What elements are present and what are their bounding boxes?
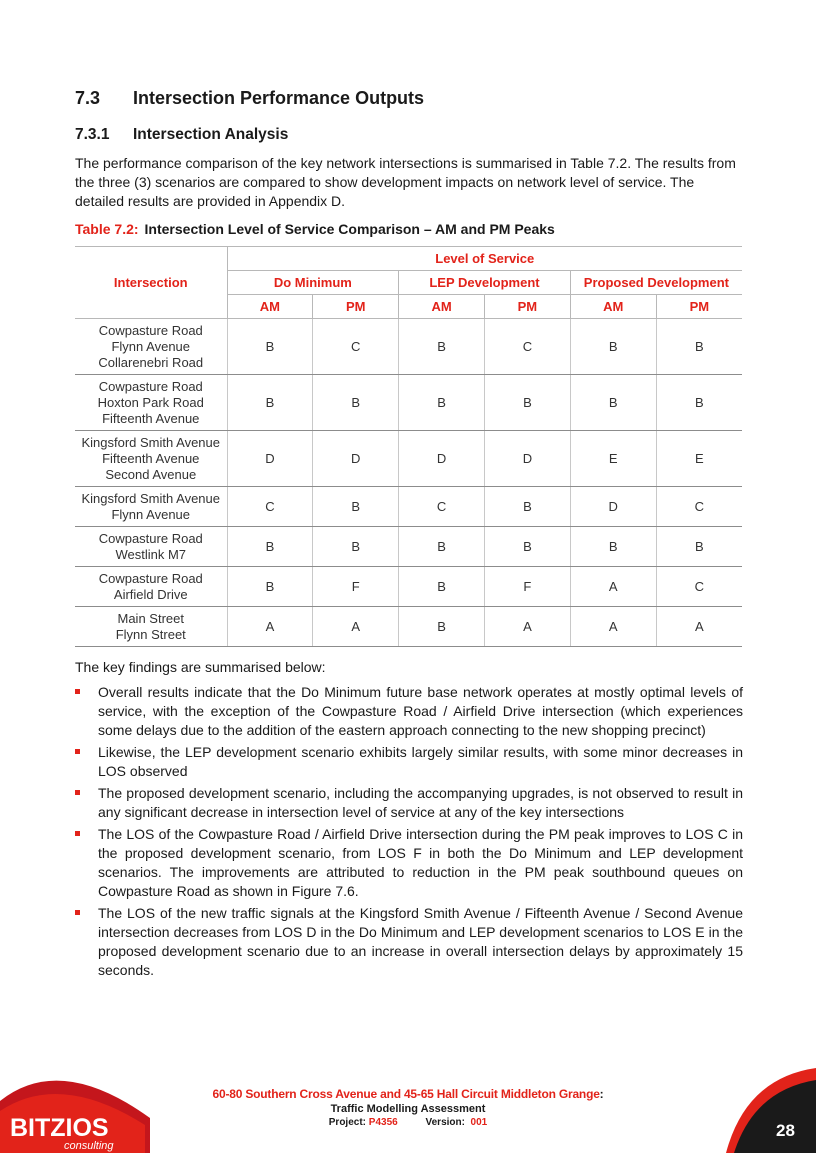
los-value: C [399,487,485,527]
los-value: D [570,487,656,527]
intersection-road: Airfield Drive [113,586,188,602]
intersection-name [75,319,227,375]
logo-subtext: consulting [64,1140,114,1152]
los-value: A [656,607,742,647]
intersection-road: Second Avenue [105,466,197,482]
section-title: Intersection Performance Outputs [133,88,425,108]
footer-project-title: 60-80 Southern Cross Avenue and 45-65 Hall Circuit Middleton Grange: [212,1087,604,1101]
los-value: B [227,319,313,375]
intersection-name [75,487,227,527]
los-value: B [399,375,485,431]
los-value: B [399,319,485,375]
intro-paragraph: The performance comparison of the key network intersections is summarised in Table 7.2. The results from the three (3) scenarios are compared to show development impacts on network level of service. The detailed results are provided in Appendix D. [75,155,736,209]
los-value: A [570,607,656,647]
footer-project-info: Project: P4356 Version: 001 [328,1117,488,1128]
los-value: D [227,431,313,487]
header-scenario: Proposed Development [570,271,742,295]
table-row [75,431,742,487]
findings-intro: The key findings are summarised below: [75,659,326,675]
intersection-name [75,567,227,607]
los-value: D [313,431,399,487]
los-value: B [570,375,656,431]
los-value: B [656,319,742,375]
subsection-heading [75,126,288,144]
table-caption-label: Table 7.2: [75,221,139,237]
los-table [75,246,742,647]
los-value: B [399,607,485,647]
los-value: B [570,319,656,375]
header-period: AM [570,295,656,319]
finding-text: Likewise, the LEP development scenario exhibits largely similar results, with some minor decreases in LOS observed [98,744,743,779]
los-value: A [484,607,570,647]
bitzios-logo [0,1063,165,1153]
los-value: C [656,487,742,527]
header-period: AM [399,295,485,319]
los-value: F [313,567,399,607]
bullet-square-icon [75,910,80,915]
los-value: E [570,431,656,487]
table-row [75,319,742,375]
header-scenario: Do Minimum [227,271,399,295]
los-value: B [313,527,399,567]
page-number-badge [726,1068,816,1153]
los-value: A [570,567,656,607]
finding-text: Overall results indicate that the Do Minimum future base network operates at mostly optimal levels of service, with the exception of the Cowpasture Road / Airfield Drive intersection (which experiences some delays due to the addition of the eastern approach connecting to the new shopping precinct) [98,684,743,738]
finding-item [75,683,743,740]
bullet-square-icon [75,689,80,694]
finding-item [75,743,743,781]
los-value: B [227,567,313,607]
los-value: A [227,607,313,647]
bullet-square-icon [75,790,80,795]
header-scenario: LEP Development [399,271,571,295]
bullet-square-icon [75,831,80,836]
table-caption [75,221,555,237]
intersection-road: Main Street [117,610,184,626]
los-value: C [227,487,313,527]
table-row [75,567,742,607]
intersection-road: Fifteenth Avenue [102,450,200,466]
intersection-road: Flynn Street [115,626,186,642]
los-value: B [656,527,742,567]
table-row [75,487,742,527]
table-row [75,607,742,647]
los-value: B [484,375,570,431]
finding-item [75,784,743,822]
los-value: B [313,487,399,527]
table-caption-title: Intersection Level of Service Comparison – AM and PM Peaks [144,221,555,237]
intersection-road: Flynn Avenue [111,338,191,354]
intersection-road: Cowpasture Road [98,530,203,546]
intersection-road: Fifteenth Avenue [102,410,200,426]
los-value: B [570,527,656,567]
finding-item [75,904,743,980]
los-value: D [484,431,570,487]
section-heading [75,88,424,109]
finding-text: The LOS of the new traffic signals at the Kingsford Smith Avenue / Fifteenth Avenue / Second Avenue intersection decreases from LOS D in the Do Minimum and LEP development scenarios to LOS E in the proposed development scenario due to an increase in overall intersection delays by approximately 15 seconds. [98,905,743,978]
los-value: B [399,567,485,607]
los-value: B [484,487,570,527]
intersection-name [75,431,227,487]
los-value: A [313,607,399,647]
finding-text: The proposed development scenario, including the accompanying upgrades, is not observed to result in any significant decrease in intersection level of service at any of the key intersections [98,785,743,820]
intersection-road: Hoxton Park Road [97,394,204,410]
table-row [75,527,742,567]
los-value: B [227,375,313,431]
los-value: B [399,527,485,567]
header-period: PM [313,295,399,319]
intersection-name [75,527,227,567]
intersection-road: Cowpasture Road [98,378,203,394]
los-value: C [313,319,399,375]
header-intersection: Intersection [75,247,227,319]
table-row [75,375,742,431]
intersection-road: Kingsford Smith Avenue [81,434,220,450]
intersection-road: Cowpasture Road [98,570,203,586]
los-value: C [656,567,742,607]
los-value: B [484,527,570,567]
los-value: B [227,527,313,567]
intersection-road: Kingsford Smith Avenue [81,490,220,506]
los-value: C [484,319,570,375]
los-value: D [399,431,485,487]
intersection-road: Flynn Avenue [111,506,191,522]
footer-subtitle: Traffic Modelling Assessment [330,1103,486,1115]
header-period: AM [227,295,313,319]
subsection-number: 7.3.1 [75,126,110,143]
los-value: E [656,431,742,487]
section-number: 7.3 [75,88,101,108]
finding-item [75,825,743,901]
los-value: F [484,567,570,607]
footer [180,1087,636,1128]
page-number: 28 [776,1121,795,1140]
bullet-square-icon [75,749,80,754]
intersection-road: Cowpasture Road [98,322,203,338]
header-level-of-service: Level of Service [227,247,742,271]
logo-wordmark: BITZIOS [10,1114,109,1142]
finding-text: The LOS of the Cowpasture Road / Airfield Drive intersection during the PM peak improves to LOS C in the proposed development scenario, from LOS F in both the Do Minimum and LEP development scenarios. The improvements are attributed to reduction in the PM peak southbound queues on Cowpasture Road as shown in Figure 7.6. [98,826,743,899]
findings-list [75,683,743,983]
los-value: B [313,375,399,431]
subsection-title: Intersection Analysis [133,126,289,143]
intersection-name [75,607,227,647]
intersection-name [75,375,227,431]
header-period: PM [656,295,742,319]
intersection-road: Collarenebri Road [98,354,204,370]
header-period: PM [484,295,570,319]
los-value: B [656,375,742,431]
intersection-road: Westlink M7 [115,546,187,562]
